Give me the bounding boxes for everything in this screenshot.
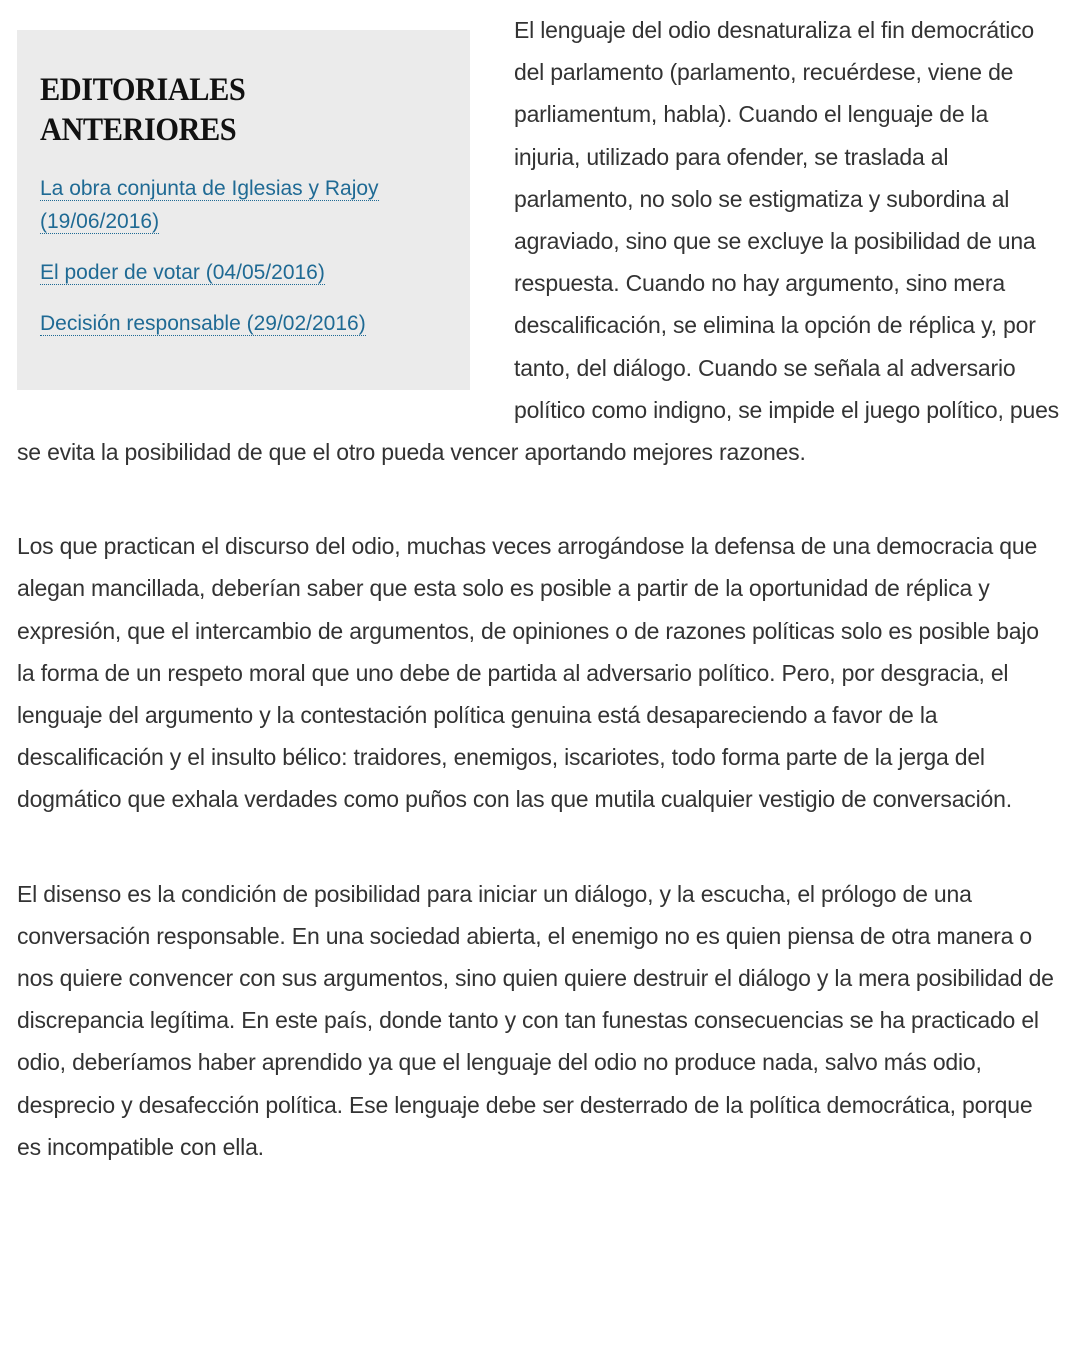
- list-item: [40, 256, 447, 289]
- previous-editorials-heading: [40, 70, 414, 150]
- previous-editorials-box: [17, 30, 470, 390]
- editorial-link-poder-de-votar[interactable]: El poder de votar (04/05/2016): [40, 261, 325, 284]
- editorial-link-decision-responsable[interactable]: Decisión responsable (29/02/2016): [40, 312, 366, 335]
- article-body: [0, 9, 1075, 1168]
- previous-editorials-list: [40, 172, 447, 340]
- heading-line-2: ANTERIORES: [40, 112, 237, 148]
- list-item: [40, 172, 447, 238]
- article-paragraph-3: El disenso es la condición de posibilidad para iniciar un diálogo, y la escucha, el prólogo de una conversación responsable. En una sociedad abierta, el enemigo no es quien piensa de otra manera o nos quiere convencer con sus argumentos, sino quien quiere destruir el diálogo y la mera posibilidad de discrepancia legítima. En este país, donde tanto y con tan funestas consecuencias se ha practicado el odio, deberíamos haber aprendido ya que el lenguaje del odio no produce nada, salvo más odio, desprecio y desafección política. Ese lenguaje debe ser desterrado de la política democrática, porque es incompatible con ella.: [17, 880, 1054, 1160]
- article-paragraph-2: Los que practican el discurso del odio, muchas veces arrogándose la defensa de una democracia que alegan mancillada, deberían saber que esta solo es posible a partir de la oportunidad de réplica y expresión, que el intercambio de argumentos, de opiniones o de razones políticas solo es posible bajo la forma de un respeto moral que uno debe de partida al adversario político. Pero, por desgracia, el lenguaje del argumento y la contestación política genuina está desapareciendo a favor de la descalificación y el insulto bélico: traidores, enemigos, iscariotes, todo forma parte de la jerga del dogmático que exhala verdades como puños con las que mutila cualquier vestigio de conversación.: [17, 533, 1039, 813]
- heading-line-1: EDITORIALES: [40, 72, 246, 108]
- editorial-link-iglesias-rajoy[interactable]: La obra conjunta de Iglesias y Rajoy (19/06/2016): [40, 177, 379, 233]
- list-item: [40, 307, 447, 340]
- article-paragraph-1: El lenguaje del odio desnaturaliza el fin democrático del parlamento (parlamento, recuérdese, viene de parliamentum, habla). Cuando el lenguaje de la injuria, utilizado para ofender, se traslada al parlamento, no solo se estigmatiza y subordina al agraviado, sino que se excluye la posibilidad de una respuesta. Cuando no hay argumento, sino mera descalificación, se elimina la opción de réplica y, por tanto, del diálogo. Cuando se señala al adversario político como indigno, se impide el juego político, pues se evita la posibilidad de que el otro pueda vencer aportando mejores razones.: [17, 17, 1059, 466]
